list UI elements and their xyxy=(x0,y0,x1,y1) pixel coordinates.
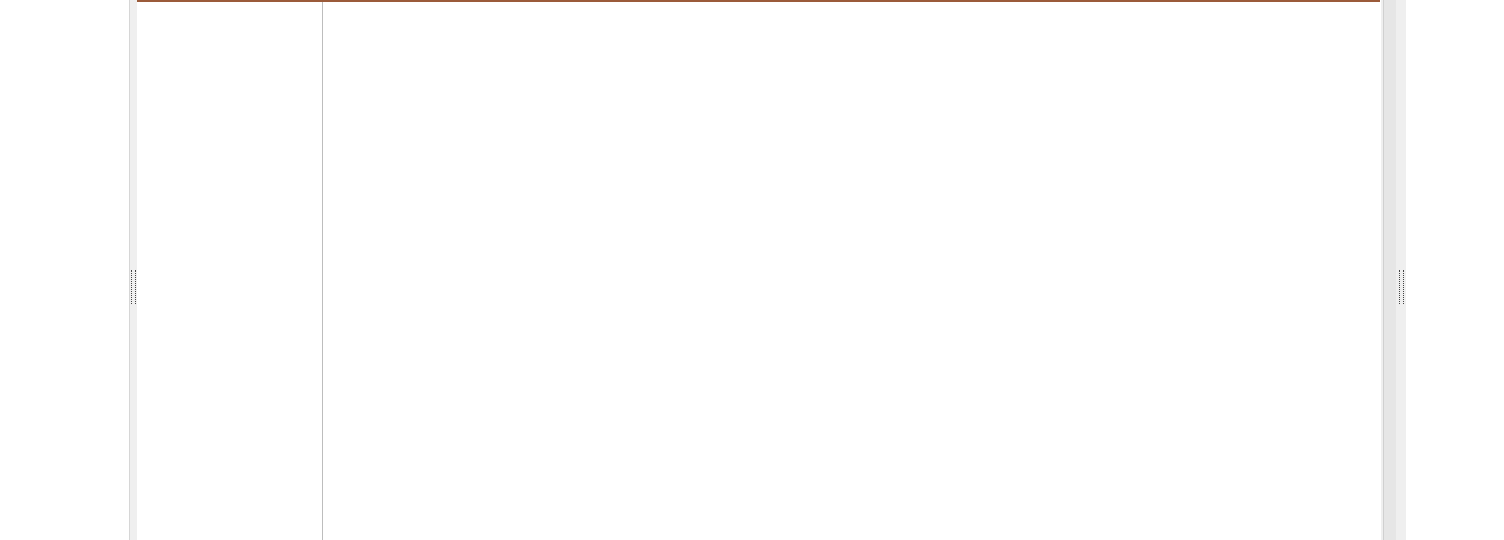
left-pane-resize-handle[interactable] xyxy=(131,270,136,304)
chat-scrollbar[interactable] xyxy=(1383,0,1396,540)
last-read-marker xyxy=(137,0,1380,2)
nick-column-separator xyxy=(322,0,323,540)
chat-log xyxy=(137,0,1381,540)
user-list xyxy=(1406,0,1504,540)
right-pane-resize-handle[interactable] xyxy=(1399,270,1404,304)
channel-tree xyxy=(0,0,130,540)
